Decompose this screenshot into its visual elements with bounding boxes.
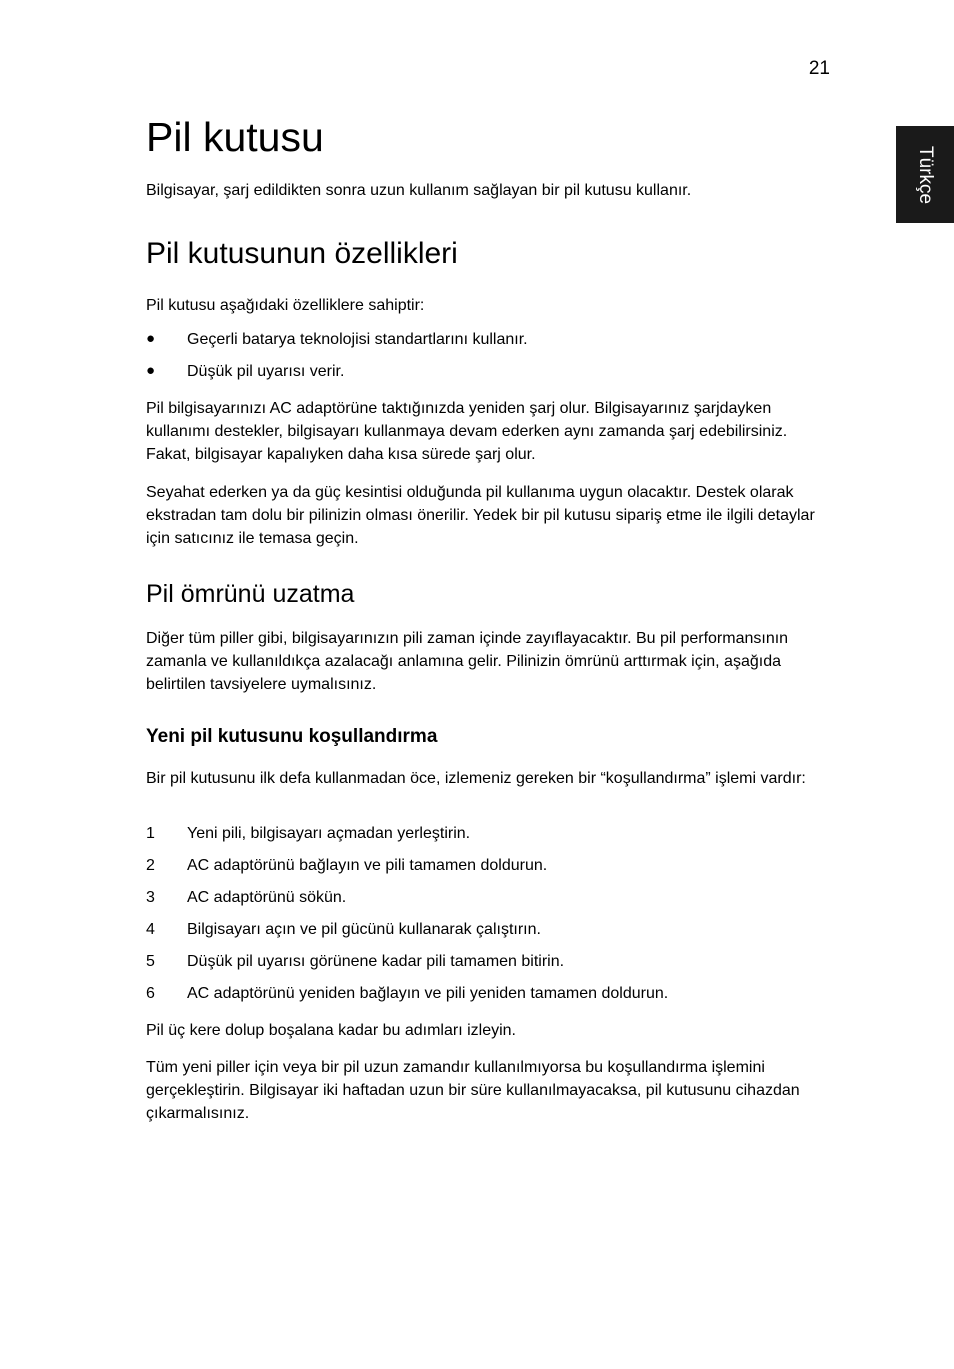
list-item	[146, 950, 826, 982]
page-title: Pil kutusu	[146, 114, 324, 160]
lifetime-heading: Pil ömrünü uzatma	[146, 580, 355, 608]
step-text: AC adaptörünü yeniden bağlayın ve pili yeniden tamamen doldurun.	[187, 985, 669, 1002]
step-text: AC adaptörünü sökün.	[187, 889, 347, 906]
list-item	[146, 328, 826, 360]
step-text: Yeni pili, bilgisayarı açmadan yerleştirin.	[187, 825, 471, 842]
list-item	[146, 854, 826, 886]
list-item-text: Düşük pil uyarısı verir.	[187, 363, 345, 380]
list-item	[146, 982, 826, 1014]
list-item	[146, 822, 826, 854]
features-lead: Pil kutusu aşağıdaki özelliklere sahiptir:	[146, 297, 425, 314]
travel-paragraph: Seyahat ederken ya da güç kesintisi olduğunda pil kullanıma uygun olacaktır. Destek olarak ekstradan tam dolu bir pilinizin olması önerilir. Yedek bir pil kutusu sipariş etme ile ilgili detaylar için satıcınız ile temasa geçin.	[146, 484, 815, 547]
intro-paragraph: Bilgisayar, şarj edildikten sonra uzun kullanım sağlayan bir pil kutusu kullanır.	[146, 182, 692, 199]
bullet: ●	[146, 330, 156, 347]
step-number: 5	[146, 953, 155, 970]
lifetime-paragraph: Diğer tüm piller gibi, bilgisayarınızın pili zaman içinde zayıflayacaktır. Bu pil performansının zamanla ve kullanıldıkça azalacağı anlamına gelir. Pilinizin ömrünü arttırmak için, aşağıda belirtilen tavsiyelere uymalısınız.	[146, 630, 789, 693]
storage-paragraph: Tüm yeni piller için veya bir pil uzun zamandır kullanılmıyorsa bu koşullandırma işlemini gerçekleştirin. Bilgisayar iki haftadan uzun bir süre kullanılmayacaksa, pil kutusunu cihazdan çıkarmalısınız.	[146, 1059, 800, 1122]
step-number: 3	[146, 889, 155, 906]
step-text: Bilgisayarı açın ve pil gücünü kullanarak çalıştırın.	[187, 921, 541, 938]
bullet: ●	[146, 362, 156, 379]
step-number: 6	[146, 985, 155, 1002]
repeat-paragraph: Pil üç kere dolup boşalana kadar bu adımları izleyin.	[146, 1022, 516, 1039]
step-number: 4	[146, 921, 155, 938]
step-text: Düşük pil uyarısı görünene kadar pili tamamen bitirin.	[187, 953, 565, 970]
language-tab-label: Türkçe	[915, 145, 936, 205]
list-item	[146, 886, 826, 918]
conditioning-lead: Bir pil kutusunu ilk defa kullanmadan öce, izlemeniz gereken bir “koşullandırma” işlemi vardır:	[146, 770, 806, 787]
step-text: AC adaptörünü bağlayın ve pili tamamen doldurun.	[187, 857, 548, 874]
features-heading: Pil kutusunun özellikleri	[146, 237, 458, 270]
charging-paragraph: Pil bilgisayarınızı AC adaptörüne taktığınızda yeniden şarj olur. Bilgisayarınız şarjdayken kullanımı destekler, bilgisayarı kullanmaya devam ederken aynı zamanda şarj edebilirsiniz. Fakat, bilgisayar kapalıyken daha kısa sürede şarj olur.	[146, 400, 788, 463]
list-item	[146, 918, 826, 950]
conditioning-heading: Yeni pil kutusunu koşullandırma	[146, 726, 438, 747]
list-item-text: Geçerli batarya teknolojisi standartlarını kullanır.	[187, 331, 528, 348]
step-number: 2	[146, 857, 155, 874]
page-number: 21	[808, 58, 830, 79]
features-list	[146, 328, 826, 392]
step-number: 1	[146, 825, 155, 842]
list-item	[146, 360, 826, 392]
conditioning-steps	[146, 822, 826, 1014]
language-tab	[896, 126, 954, 223]
